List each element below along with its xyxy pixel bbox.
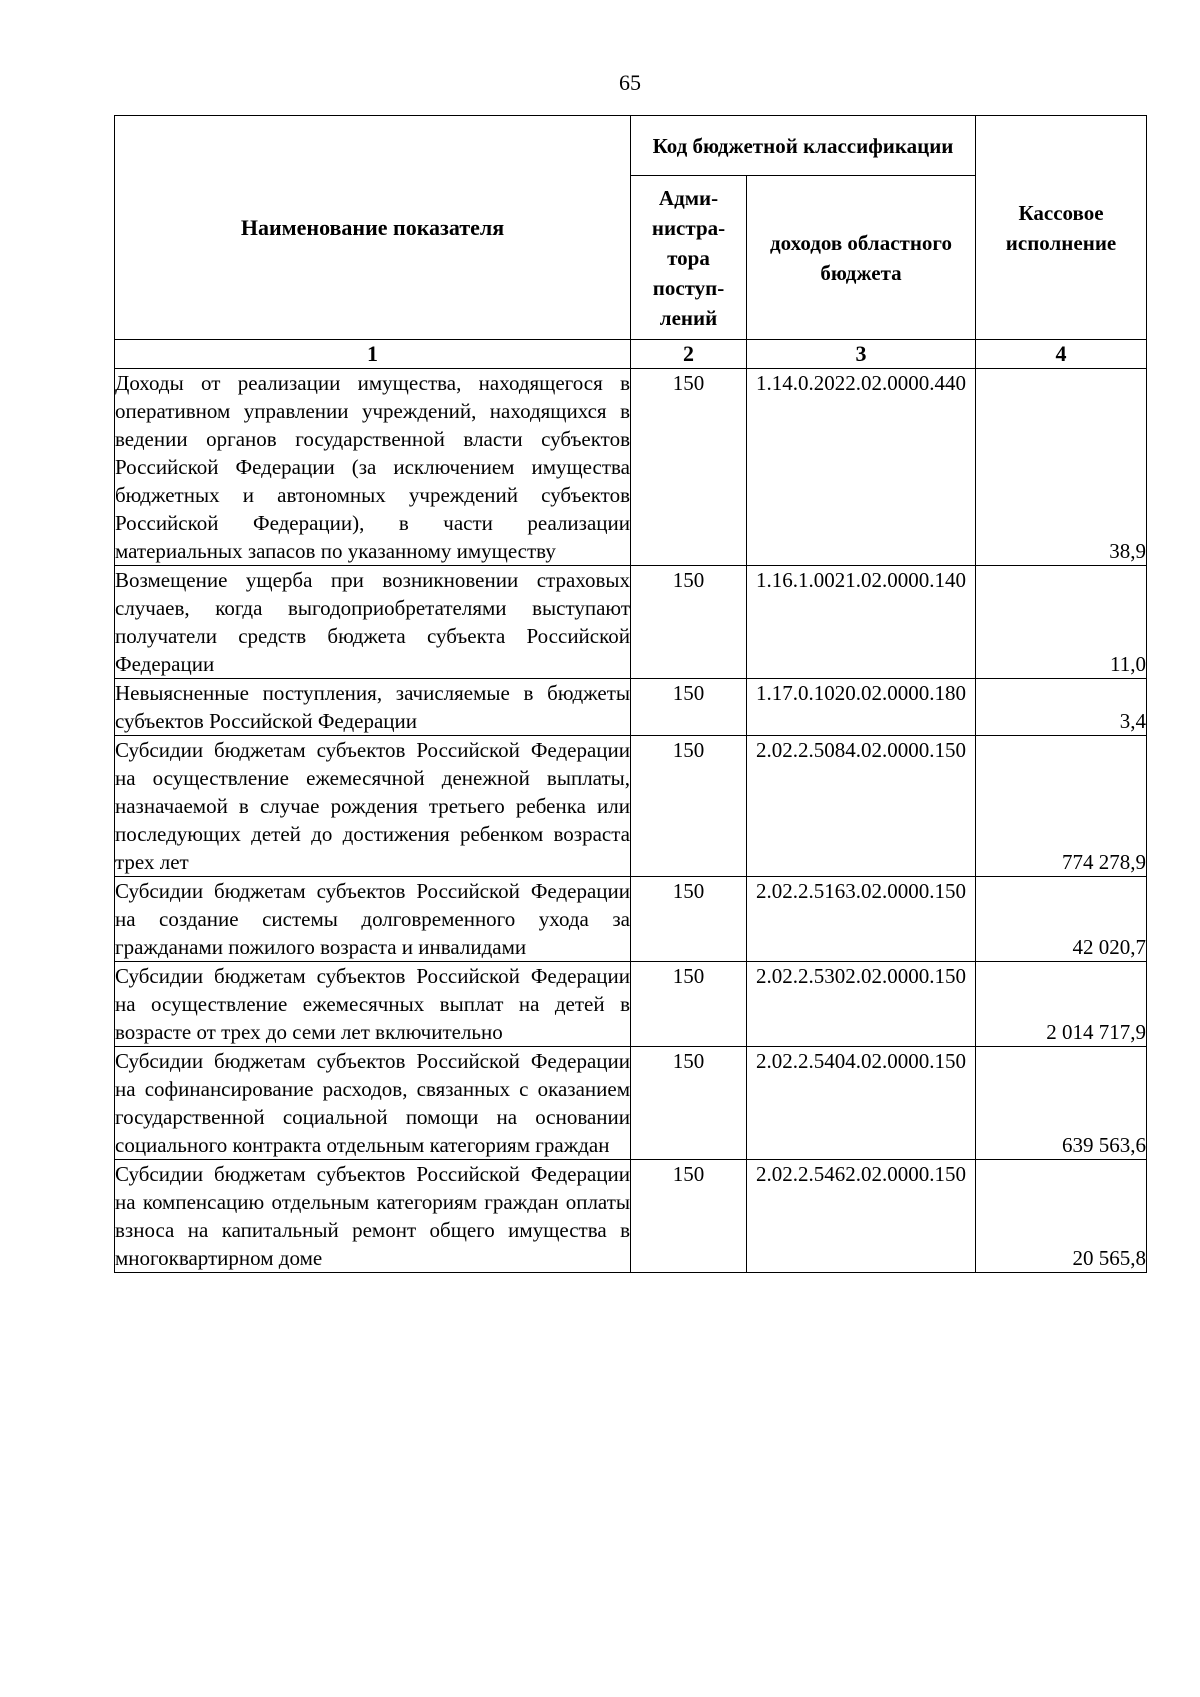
table-body <box>115 369 1147 1273</box>
table-row <box>115 877 1147 962</box>
indicator-name: Субсидии бюджетам субъектов Российской Федерации на осуществление ежемесячной денежной выплаты, назначаемой в случае рождения третьего ребенка или последующих детей до достижения ребенком возраста трех лет <box>115 736 631 877</box>
indicator-name: Субсидии бюджетам субъектов Российской Федерации на софинансирование расходов, связанных с оказанием государственной социальной помощи на основании социального контракта отдельным категориям граждан <box>115 1047 631 1160</box>
table-row <box>115 962 1147 1047</box>
column-number: 1 <box>115 340 631 369</box>
indicator-name: Невыясненные поступления, зачисляемые в бюджеты субъектов Российской Федерации <box>115 679 631 736</box>
income-code: 1.17.0.1020.02.0000.180 <box>747 679 976 736</box>
cash-amount: 20 565,8 <box>976 1160 1147 1273</box>
cash-amount: 11,0 <box>976 566 1147 679</box>
header-income-code: доходов областного бюджета <box>747 176 976 340</box>
income-code: 2.02.2.5404.02.0000.150 <box>747 1047 976 1160</box>
admin-code: 150 <box>631 679 747 736</box>
budget-table <box>114 115 1147 1273</box>
indicator-name: Субсидии бюджетам субъектов Российской Федерации на компенсацию отдельным категориям граждан оплаты взноса на капитальный ремонт общего имущества в многоквартирном доме <box>115 1160 631 1273</box>
indicator-name: Субсидии бюджетам субъектов Российской Федерации на осуществление ежемесячных выплат на детей в возрасте от трех до семи лет включительно <box>115 962 631 1047</box>
admin-code: 150 <box>631 369 747 566</box>
income-code: 2.02.2.5302.02.0000.150 <box>747 962 976 1047</box>
table-row <box>115 1160 1147 1273</box>
cash-amount: 42 020,7 <box>976 877 1147 962</box>
income-code: 2.02.2.5163.02.0000.150 <box>747 877 976 962</box>
cash-amount: 639 563,6 <box>976 1047 1147 1160</box>
table-row <box>115 679 1147 736</box>
column-number: 4 <box>976 340 1147 369</box>
admin-code: 150 <box>631 962 747 1047</box>
header-admin: Адми-нистра-тора поступ-лений <box>631 176 747 340</box>
page-number: 65 <box>619 70 641 95</box>
admin-code: 150 <box>631 877 747 962</box>
income-code: 2.02.2.5084.02.0000.150 <box>747 736 976 877</box>
header-code-group: Код бюджетной классификации <box>631 116 976 176</box>
table-row <box>115 369 1147 566</box>
indicator-name: Доходы от реализации имущества, находящегося в оперативном управлении учреждений, находящихся в ведении органов государственной власти субъектов Российской Федерации (за исключением имущества бюджетных и автономных учреждений субъектов Российской Федерации), в части реализации материальных запасов по указанному имуществу <box>115 369 631 566</box>
indicator-name: Возмещение ущерба при возникновении страховых случаев, когда выгодоприобретателями выступают получатели средств бюджета субъекта Российской Федерации <box>115 566 631 679</box>
table-header <box>115 116 1147 369</box>
table-row <box>115 736 1147 877</box>
header-name: Наименование показателя <box>115 116 631 340</box>
admin-code: 150 <box>631 566 747 679</box>
cash-amount: 774 278,9 <box>976 736 1147 877</box>
column-number: 3 <box>747 340 976 369</box>
admin-code: 150 <box>631 736 747 877</box>
income-code: 1.16.1.0021.02.0000.140 <box>747 566 976 679</box>
cash-amount: 2 014 717,9 <box>976 962 1147 1047</box>
header-cash-execution: Кассовое исполнение <box>976 116 1147 340</box>
table-row <box>115 1047 1147 1160</box>
column-number: 2 <box>631 340 747 369</box>
income-code: 2.02.2.5462.02.0000.150 <box>747 1160 976 1273</box>
indicator-name: Субсидии бюджетам субъектов Российской Федерации на создание системы долговременного ухода за гражданами пожилого возраста и инвалидами <box>115 877 631 962</box>
table-row <box>115 566 1147 679</box>
column-number-row <box>115 340 1147 369</box>
admin-code: 150 <box>631 1160 747 1273</box>
admin-code: 150 <box>631 1047 747 1160</box>
income-code: 1.14.0.2022.02.0000.440 <box>747 369 976 566</box>
cash-amount: 3,4 <box>976 679 1147 736</box>
cash-amount: 38,9 <box>976 369 1147 566</box>
